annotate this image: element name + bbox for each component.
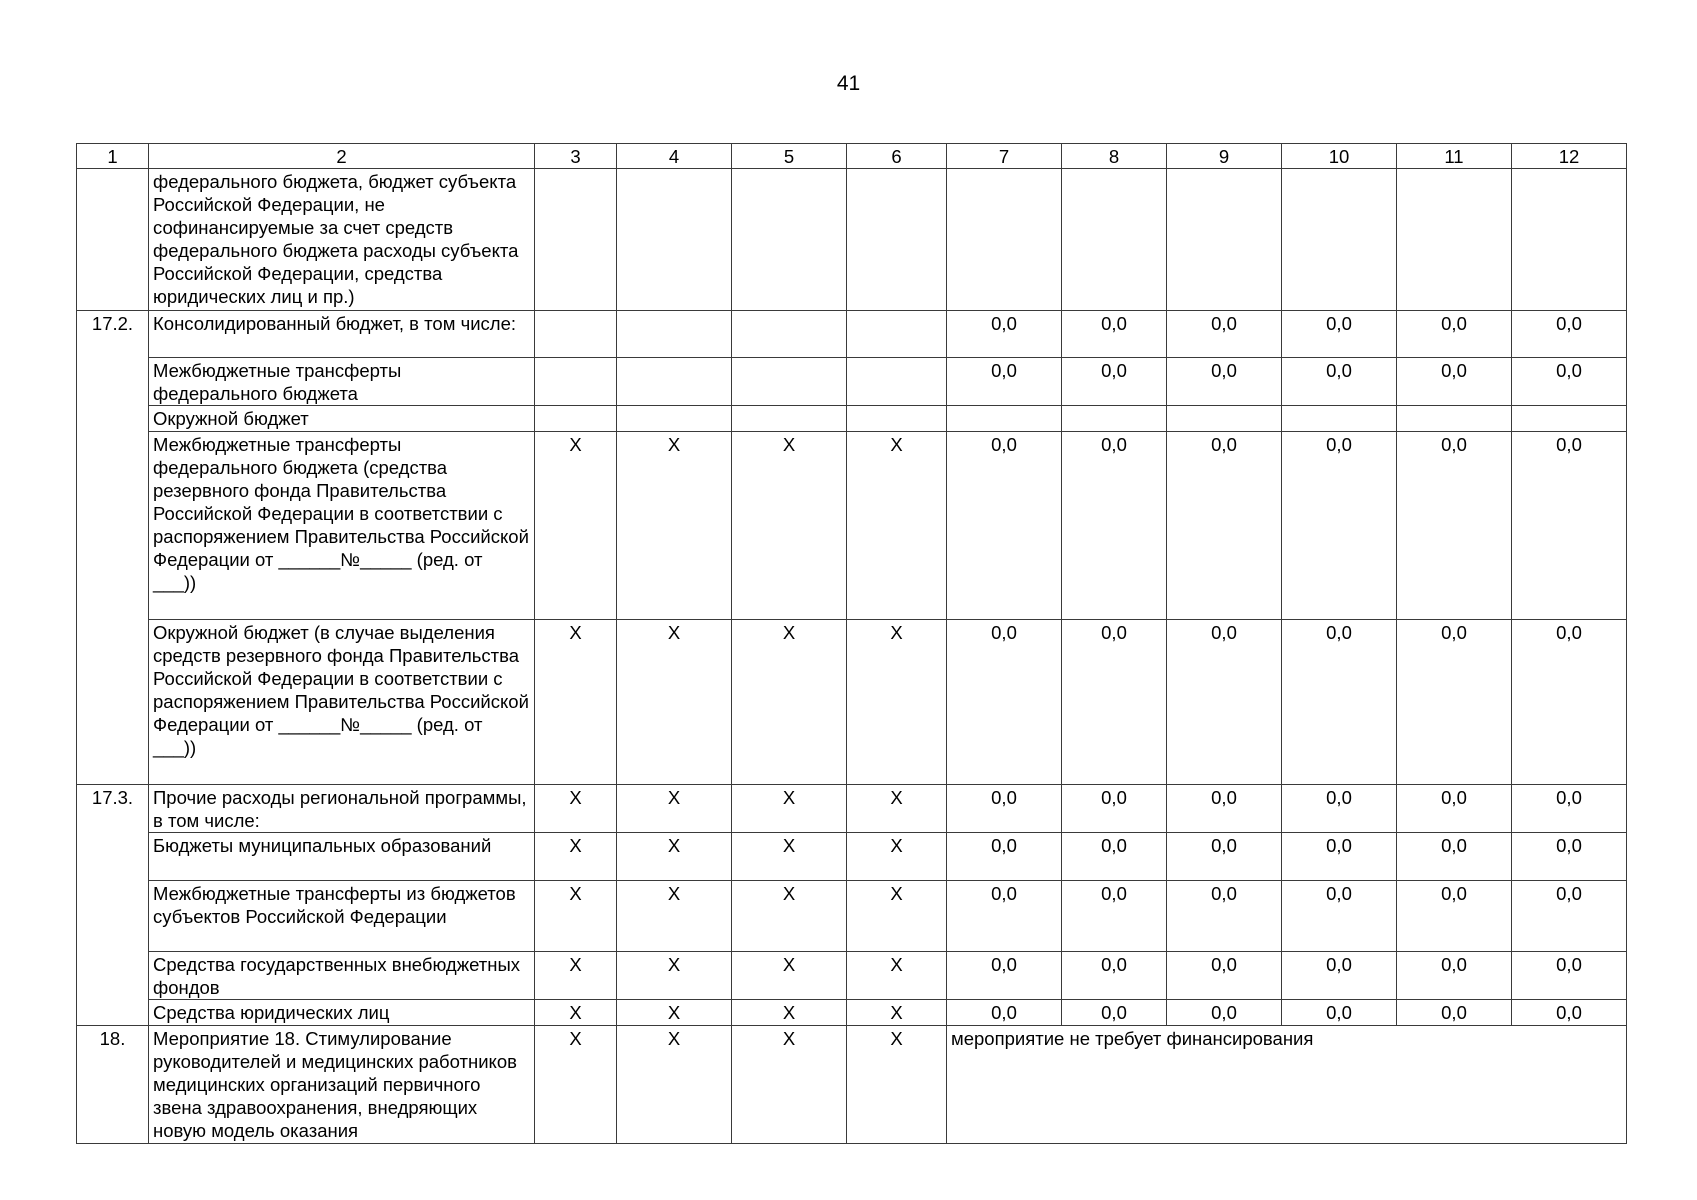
row-label: Окружной бюджет (149, 406, 535, 432)
table-cell (1512, 406, 1627, 432)
table-cell: X (732, 785, 847, 833)
table-cell: 0,0 (1167, 952, 1282, 1000)
table-cell: 0,0 (947, 1000, 1062, 1026)
table-cell: X (535, 785, 617, 833)
table-cell (1062, 169, 1167, 311)
table-cell (1397, 169, 1512, 311)
header-cell: 2 (149, 144, 535, 169)
header-cell: 6 (847, 144, 947, 169)
table-cell (1167, 169, 1282, 311)
table-cell: 0,0 (947, 311, 1062, 358)
table-cell: 0,0 (1282, 881, 1397, 952)
table-cell: 0,0 (1167, 1000, 1282, 1026)
table-cell: 0,0 (1397, 311, 1512, 358)
row-number: 18. (77, 1026, 149, 1144)
table-cell: X (732, 881, 847, 952)
table-cell: X (617, 833, 732, 881)
table-cell (1282, 406, 1397, 432)
financing-note: мероприятие не требует финансирования (947, 1026, 1627, 1144)
table-row (77, 1026, 1627, 1144)
table-cell: 0,0 (1397, 358, 1512, 406)
table-cell (535, 358, 617, 406)
row-label: федерального бюджета, бюджет субъекта Российской Федерации, не софинансируемые за счет средств федерального бюджета расходы субъекта Российской Федерации, средства юридических лиц и пр.) (149, 169, 535, 311)
row-label: Окружной бюджет (в случае выделения средств резервного фонда Правительства Российской Федерации в соответствии с распоряжением Правительства Российской Федерации от ______№_____ (ред. от ___)) (149, 620, 535, 785)
row-label: Средства юридических лиц (149, 1000, 535, 1026)
table-row (77, 881, 1627, 952)
table-cell: X (617, 1000, 732, 1026)
header-row (77, 144, 1627, 169)
table-cell (847, 406, 947, 432)
table-cell: X (847, 432, 947, 620)
table-cell: 0,0 (1282, 620, 1397, 785)
table-cell: 0,0 (1397, 833, 1512, 881)
table-cell: 0,0 (1282, 1000, 1397, 1026)
table-cell: X (847, 785, 947, 833)
table-cell: 0,0 (1512, 833, 1627, 881)
table-cell (1062, 406, 1167, 432)
row-label: Бюджеты муниципальных образований (149, 833, 535, 881)
table-cell: 0,0 (947, 358, 1062, 406)
table-cell: X (732, 620, 847, 785)
row-label: Средства государственных внебюджетных фондов (149, 952, 535, 1000)
table-cell: 0,0 (1512, 952, 1627, 1000)
table-cell (732, 311, 847, 358)
header-cell: 10 (1282, 144, 1397, 169)
table-cell (535, 406, 617, 432)
table-cell: 0,0 (947, 620, 1062, 785)
table-cell: 0,0 (1282, 785, 1397, 833)
table-cell: X (847, 881, 947, 952)
table-cell (1282, 169, 1397, 311)
table-cell: X (732, 952, 847, 1000)
table-cell: 0,0 (947, 432, 1062, 620)
table-cell (847, 358, 947, 406)
row-label: Межбюджетные трансферты из бюджетов субъектов Российской Федерации (149, 881, 535, 952)
table-cell (732, 358, 847, 406)
table-cell: 0,0 (947, 881, 1062, 952)
row-label: Консолидированный бюджет, в том числе: (149, 311, 535, 358)
table-cell: 0,0 (947, 785, 1062, 833)
table-row (77, 311, 1627, 358)
table-cell: 0,0 (1397, 881, 1512, 952)
table-cell: X (617, 952, 732, 1000)
table-cell (732, 406, 847, 432)
table-cell: 0,0 (1062, 620, 1167, 785)
table-cell (732, 169, 847, 311)
table-cell: X (617, 620, 732, 785)
table-cell: 0,0 (1397, 1000, 1512, 1026)
table-cell (1167, 406, 1282, 432)
table-cell: X (847, 620, 947, 785)
table-cell: X (732, 833, 847, 881)
table-cell (617, 358, 732, 406)
table-cell: 0,0 (947, 952, 1062, 1000)
table-row (77, 620, 1627, 785)
table-cell: 0,0 (1282, 833, 1397, 881)
table-cell: 0,0 (1397, 620, 1512, 785)
table-cell: 0,0 (1167, 358, 1282, 406)
table-cell: 0,0 (1062, 358, 1167, 406)
table-row (77, 785, 1627, 833)
page-number: 41 (836, 72, 861, 95)
table-cell: X (847, 1000, 947, 1026)
row-number: 17.3. (77, 785, 149, 1026)
table-cell: 0,0 (1397, 785, 1512, 833)
table-cell: X (617, 432, 732, 620)
table-cell: 0,0 (1062, 785, 1167, 833)
table-cell: 0,0 (1512, 1000, 1627, 1026)
table-cell: 0,0 (1512, 311, 1627, 358)
table-cell: X (535, 1026, 617, 1144)
table-cell: 0,0 (1282, 952, 1397, 1000)
row-label: Мероприятие 18. Стимулирование руководителей и медицинских работников медицинских организаций первичного звена здравоохранения, внедряющих новую модель оказания (149, 1026, 535, 1144)
table-cell (1397, 406, 1512, 432)
table-row (77, 833, 1627, 881)
table-cell (535, 311, 617, 358)
table-cell (947, 169, 1062, 311)
table-cell: 0,0 (1282, 432, 1397, 620)
header-cell: 4 (617, 144, 732, 169)
table-cell: X (535, 833, 617, 881)
financing-table (76, 143, 1627, 1144)
table-cell: X (847, 833, 947, 881)
table-cell: X (732, 1026, 847, 1144)
table-cell (847, 169, 947, 311)
table-row (77, 358, 1627, 406)
header-cell: 7 (947, 144, 1062, 169)
row-number: 17.2. (77, 311, 149, 785)
table-cell: 0,0 (1512, 432, 1627, 620)
table-cell (847, 311, 947, 358)
header-cell: 3 (535, 144, 617, 169)
table-cell: 0,0 (1282, 358, 1397, 406)
table-cell: 0,0 (1062, 881, 1167, 952)
header-cell: 5 (732, 144, 847, 169)
table-cell: X (732, 432, 847, 620)
table-cell (947, 406, 1062, 432)
table-cell: 0,0 (1512, 358, 1627, 406)
table-cell: 0,0 (1062, 1000, 1167, 1026)
table-cell: X (535, 1000, 617, 1026)
table-cell: 0,0 (1167, 311, 1282, 358)
table-cell (617, 169, 732, 311)
table-cell (617, 311, 732, 358)
table-cell: X (617, 1026, 732, 1144)
table-cell: X (535, 432, 617, 620)
table-cell: 0,0 (1062, 952, 1167, 1000)
table-cell: 0,0 (1167, 833, 1282, 881)
table-cell: 0,0 (1167, 620, 1282, 785)
table-cell: X (535, 881, 617, 952)
table-cell: 0,0 (1062, 833, 1167, 881)
table-cell: 0,0 (1167, 785, 1282, 833)
table-cell: X (617, 881, 732, 952)
header-cell: 9 (1167, 144, 1282, 169)
table-cell: 0,0 (1062, 432, 1167, 620)
table-row (77, 432, 1627, 620)
header-cell: 8 (1062, 144, 1167, 169)
table-cell: 0,0 (1397, 432, 1512, 620)
table-cell (1512, 169, 1627, 311)
table-cell: X (535, 620, 617, 785)
row-label: Прочие расходы региональной программы, в том числе: (149, 785, 535, 833)
header-cell: 1 (77, 144, 149, 169)
table-cell: 0,0 (1282, 311, 1397, 358)
table-cell: 0,0 (947, 833, 1062, 881)
table-cell: X (847, 1026, 947, 1144)
table-cell: 0,0 (1512, 785, 1627, 833)
table-cell (617, 406, 732, 432)
table-cell (535, 169, 617, 311)
table-cell: X (535, 952, 617, 1000)
table-row (77, 406, 1627, 432)
table-cell: X (617, 785, 732, 833)
table-cell: X (847, 952, 947, 1000)
header-cell: 11 (1397, 144, 1512, 169)
table-row (77, 169, 1627, 311)
table-cell: 0,0 (1397, 952, 1512, 1000)
table-cell: 0,0 (1167, 432, 1282, 620)
table-row (77, 952, 1627, 1000)
table-cell: 0,0 (1512, 620, 1627, 785)
table-cell: 0,0 (1512, 881, 1627, 952)
row-number (77, 169, 149, 311)
table-cell: X (732, 1000, 847, 1026)
table-row (77, 1000, 1627, 1026)
table-cell: 0,0 (1062, 311, 1167, 358)
table-cell: 0,0 (1167, 881, 1282, 952)
header-cell: 12 (1512, 144, 1627, 169)
row-label: Межбюджетные трансферты федерального бюджета (средства резервного фонда Правительства Российской Федерации в соответствии с распоряжением Правительства Российской Федерации от ______№_____ (ред. от ___)) (149, 432, 535, 620)
row-label: Межбюджетные трансферты федерального бюджета (149, 358, 535, 406)
